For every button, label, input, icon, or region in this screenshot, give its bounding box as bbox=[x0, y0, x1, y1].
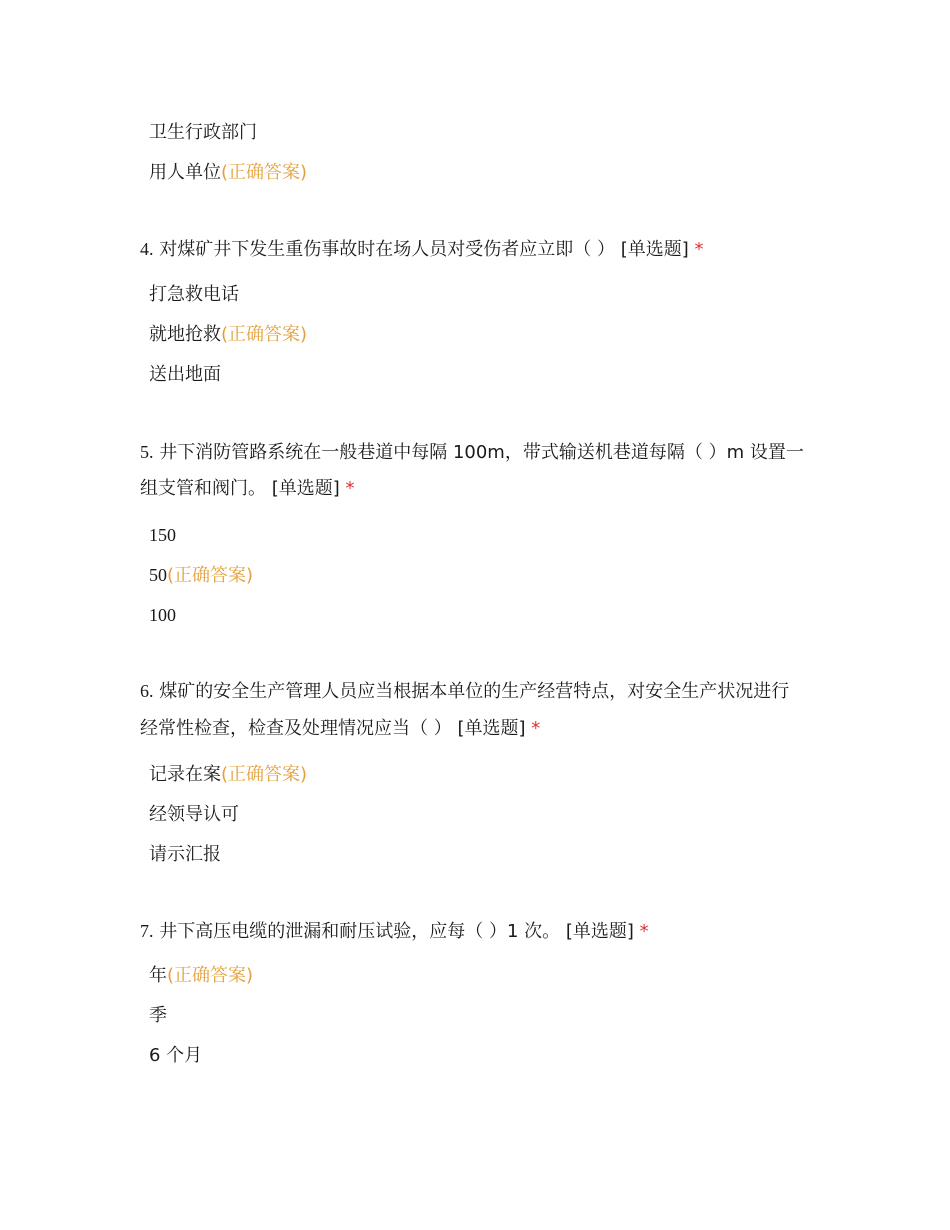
q3-option-2 bbox=[149, 161, 829, 185]
q5-option-3 bbox=[149, 603, 829, 627]
option-label: 50 bbox=[149, 565, 167, 585]
option-label: 打急救电话 bbox=[149, 284, 239, 305]
q6-option-2 bbox=[149, 803, 829, 827]
option-label: 6 个月 bbox=[149, 1045, 203, 1066]
q6-option-1 bbox=[149, 763, 829, 787]
q6-option-3 bbox=[149, 843, 829, 867]
option-label: 经领导认可 bbox=[149, 804, 239, 825]
question-number: 6. bbox=[140, 681, 154, 701]
q7-title bbox=[140, 919, 820, 944]
option-label: 季 bbox=[149, 1005, 167, 1026]
question-number: 4. bbox=[140, 239, 154, 259]
q4-title bbox=[140, 237, 820, 262]
question-type-tag: [单选题] bbox=[620, 239, 689, 260]
option-label: 请示汇报 bbox=[149, 844, 221, 865]
question-number: 5. bbox=[140, 442, 154, 462]
required-marker: * bbox=[531, 718, 541, 739]
option-label: 150 bbox=[149, 525, 176, 545]
correct-answer-tag: (正确答案) bbox=[167, 965, 254, 986]
correct-answer-tag: (正确答案) bbox=[167, 565, 254, 586]
question-text: 井下消防管路系统在一般巷道中每隔 100m，带式输送机巷道每隔（ ）m 设置一 bbox=[159, 442, 804, 463]
option-label: 用人单位 bbox=[149, 162, 221, 183]
correct-answer-tag: (正确答案) bbox=[221, 324, 308, 345]
q5-option-2 bbox=[149, 563, 829, 588]
q7-option-3 bbox=[149, 1044, 829, 1068]
question-type-tag: [单选题] bbox=[457, 718, 526, 739]
q3-option-1 bbox=[149, 121, 829, 145]
option-label: 记录在案 bbox=[149, 764, 221, 785]
q5-title-line-1 bbox=[140, 440, 820, 465]
required-marker: * bbox=[345, 478, 355, 499]
question-text-continued: 组支管和阀门。 bbox=[140, 478, 266, 499]
correct-answer-tag: (正确答案) bbox=[221, 764, 308, 785]
q5-title-line-2 bbox=[140, 477, 820, 501]
question-text: 对煤矿井下发生重伤事故时在场人员对受伤者应立即（ ） bbox=[159, 239, 615, 260]
correct-answer-tag: (正确答案) bbox=[221, 162, 308, 183]
question-text: 井下高压电缆的泄漏和耐压试验，应每（ ）1 次。 bbox=[159, 921, 561, 942]
option-label: 送出地面 bbox=[149, 364, 221, 385]
q6-title-line-1 bbox=[140, 679, 820, 704]
q6-title-line-2 bbox=[140, 717, 820, 741]
q7-option-2 bbox=[149, 1004, 829, 1028]
question-text-continued: 经常性检查，检查及处理情况应当（ ） bbox=[140, 718, 452, 739]
required-marker: * bbox=[694, 239, 704, 260]
question-text: 煤矿的安全生产管理人员应当根据本单位的生产经营特点，对安全生产状况进行 bbox=[159, 681, 790, 702]
q4-option-2 bbox=[149, 323, 829, 347]
q4-option-1 bbox=[149, 283, 829, 307]
question-type-tag: [单选题] bbox=[565, 921, 634, 942]
option-label: 就地抢救 bbox=[149, 324, 221, 345]
q5-option-1 bbox=[149, 523, 829, 547]
option-label: 年 bbox=[149, 965, 167, 986]
option-label: 100 bbox=[149, 605, 176, 625]
q4-option-3 bbox=[149, 363, 829, 387]
required-marker: * bbox=[639, 921, 649, 942]
question-type-tag: [单选题] bbox=[271, 478, 340, 499]
q7-option-1 bbox=[149, 964, 829, 988]
question-number: 7. bbox=[140, 921, 154, 941]
option-label: 卫生行政部门 bbox=[149, 122, 257, 143]
